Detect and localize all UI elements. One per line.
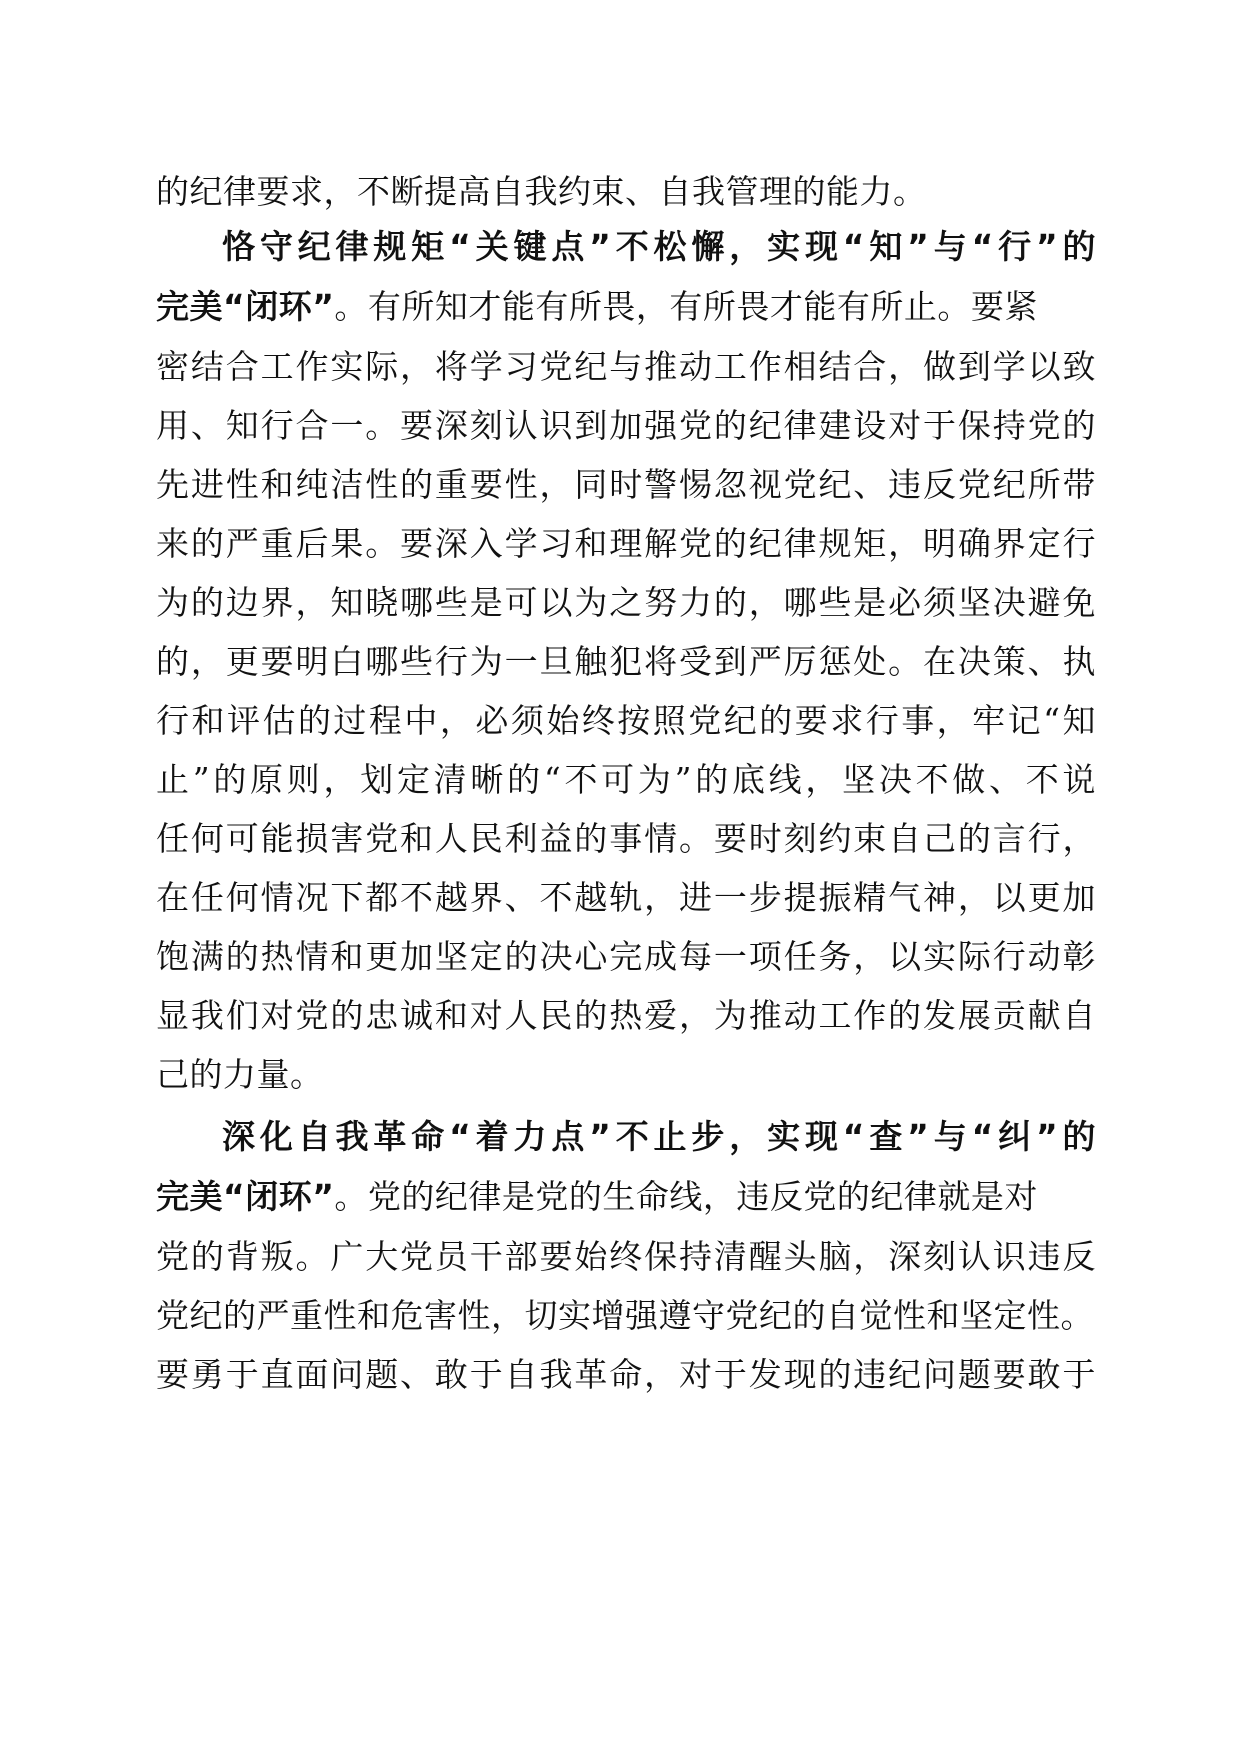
- text-line-15: [156, 984, 1096, 1048]
- section-heading-1-continuation: 完美“闭环”: [156, 287, 335, 326]
- text-line-19-content: 党的背叛。广大党员干部要始终保持清醒头脑，深刻认识违反: [156, 1237, 1096, 1276]
- text-line-6: [156, 453, 1096, 517]
- text-line-4: [156, 335, 1096, 399]
- text-line-14: [156, 925, 1096, 989]
- text-line-18: [156, 1165, 1096, 1229]
- text-line-8: [156, 571, 1096, 635]
- text-line-13: [156, 866, 1096, 930]
- text-line-11: [156, 748, 1096, 812]
- section-heading-2: [222, 1105, 1096, 1169]
- text-line-10-content: 行和评估的过程中，必须始终按照党纪的要求行事，牢记“知: [156, 701, 1096, 740]
- text-line-11-content: 止”的原则，划定清晰的“不可为”的底线，坚决不做、不说: [156, 760, 1096, 799]
- text-line-5: [156, 394, 1096, 458]
- text-line-6-content: 先进性和纯洁性的重要性，同时警惕忽视党纪、违反党纪所带: [156, 465, 1096, 504]
- text-line-3: [156, 275, 1096, 339]
- text-line-19: [156, 1225, 1096, 1289]
- text-line-16: [156, 1043, 1096, 1107]
- text-line-16-content: 己的力量。: [156, 1055, 324, 1094]
- text-line-12: [156, 807, 1096, 871]
- text-line-21-content: 要勇于直面问题、敢于自我革命，对于发现的违纪问题要敢于: [156, 1355, 1096, 1394]
- text-line-20-content: 党纪的严重性和危害性，切实增强遵守党纪的自觉性和坚定性。: [156, 1296, 1094, 1335]
- text-line-1-content: 的纪律要求，不断提高自我约束、自我管理的能力。: [156, 172, 927, 211]
- text-line-7: [156, 512, 1096, 576]
- text-line-12-content: 任何可能损害党和人民利益的事情。要时刻约束自己的言行，: [156, 819, 1096, 858]
- text-line-18-content: 。党的纪律是党的生命线，违反党的纪律就是对: [334, 1177, 1038, 1216]
- text-line-21: [156, 1343, 1096, 1407]
- text-line-9: [156, 630, 1096, 694]
- text-line-13-content: 在任何情况下都不越界、不越轨，进一步提振精气神，以更加: [156, 878, 1096, 917]
- text-line-10: [156, 689, 1096, 753]
- section-heading-2-content: 深化自我革命“着力点”不止步，实现“查”与“纠”的: [222, 1117, 1096, 1156]
- text-line-7-content: 来的严重后果。要深入学习和理解党的纪律规矩，明确界定行: [156, 524, 1096, 563]
- section-heading-1: [222, 215, 1096, 279]
- text-line-15-content: 显我们对党的忠诚和对人民的热爱，为推动工作的发展贡献自: [156, 996, 1096, 1035]
- section-heading-2-continuation: 完美“闭环”: [156, 1177, 335, 1216]
- text-line-4-content: 密结合工作实际，将学习党纪与推动工作相结合，做到学以致: [156, 347, 1096, 386]
- text-line-8-content: 为的边界，知晓哪些是可以为之努力的，哪些是必须坚决避免: [156, 583, 1096, 622]
- text-line-20: [156, 1284, 1096, 1348]
- text-line-9-content: 的，更要明白哪些行为一旦触犯将受到严厉惩处。在决策、执: [156, 642, 1096, 681]
- section-heading-1-content: 恪守纪律规矩“关键点”不松懈，实现“知”与“行”的: [222, 227, 1096, 266]
- text-line-14-content: 饱满的热情和更加坚定的决心完成每一项任务，以实际行动彰: [156, 937, 1096, 976]
- text-line-5-content: 用、知行合一。要深刻认识到加强党的纪律建设对于保持党的: [156, 406, 1096, 445]
- text-line-3-content: 。有所知才能有所畏，有所畏才能有所止。要紧: [334, 287, 1038, 326]
